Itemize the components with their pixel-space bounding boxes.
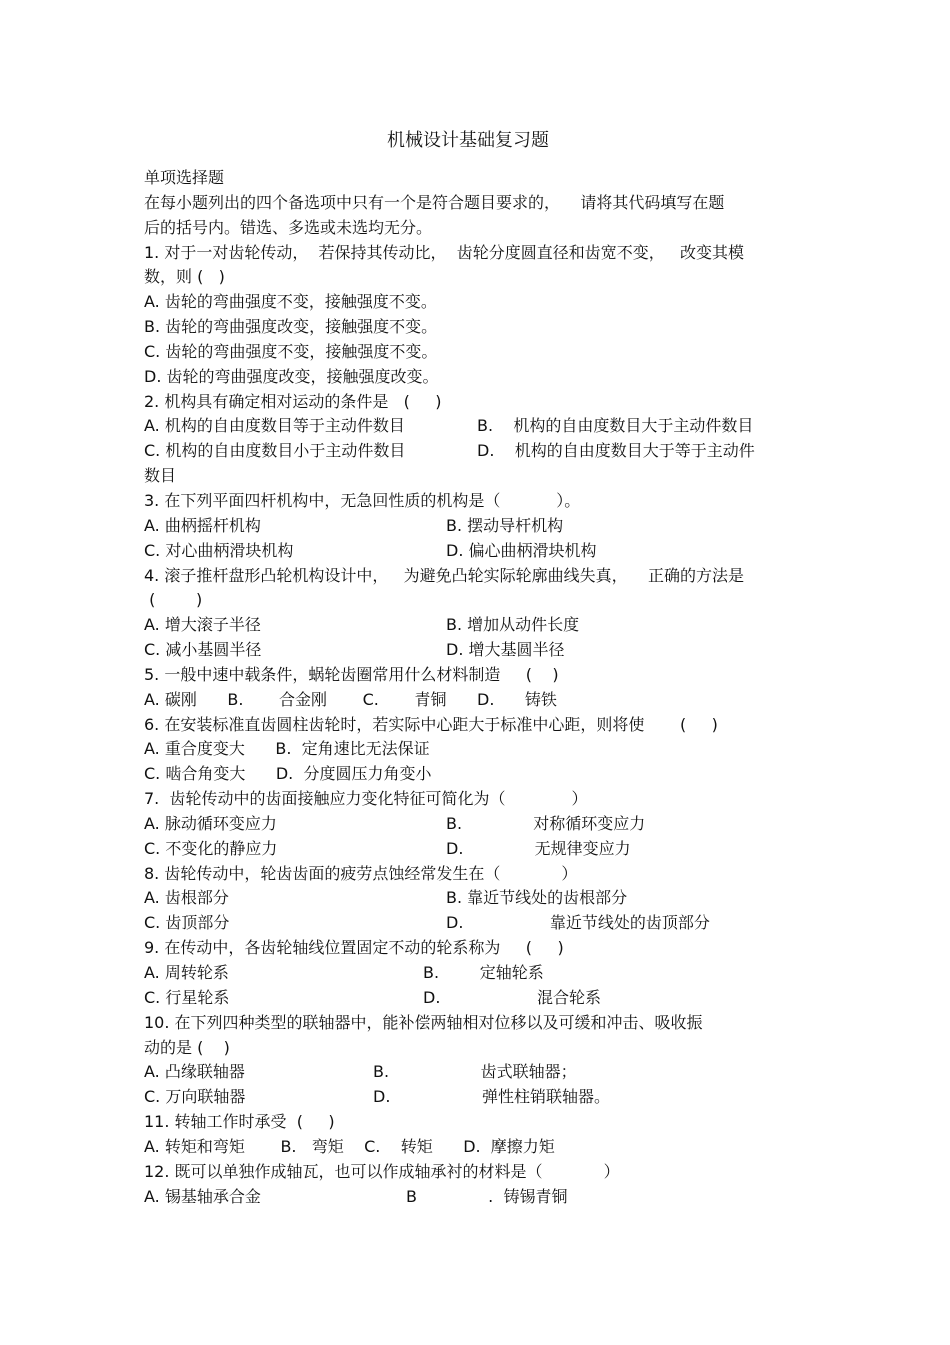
option-text: D. 增大基圆半径	[446, 640, 565, 660]
option-text: B. 齿式联轴器；	[373, 1062, 577, 1082]
question-text: 8. 齿轮传动中，轮齿齿面的疲劳点蚀经常发生在（ ）	[144, 863, 578, 883]
option-text: C. 齿顶部分	[144, 913, 230, 933]
option-text: A. 转矩和弯矩 B. 弯矩 C. 转矩 D. 摩擦力矩	[144, 1136, 555, 1156]
option-text: A. 周转轮系	[144, 963, 229, 982]
option-text: A. 曲柄摇杆机构	[144, 515, 261, 535]
option-text: A. 脉动循环变应力	[144, 813, 277, 833]
option-text: B. 靠近节线处的齿根部分	[446, 888, 628, 908]
option-text: D. 靠近节线处的齿顶部分	[446, 913, 710, 933]
option-row	[144, 1085, 814, 1110]
option-text: A. 锡基轴承合金	[144, 1186, 261, 1206]
option-text: C. 机构的自由度数目小于主动件数目	[144, 441, 406, 461]
option-text: D. 齿轮的弯曲强度改变，接触强度改变。	[144, 366, 439, 386]
question-text: 6. 在安装标准直齿圆柱齿轮时，若实际中心距大于标准中心距，则将使 ( )	[144, 714, 718, 734]
option-row	[144, 315, 814, 340]
option-row	[144, 365, 814, 390]
option-row	[144, 414, 814, 439]
option-text: C. 齿轮的弯曲强度不变，接触强度不变。	[144, 341, 438, 361]
question-text: 2. 机构具有确定相对运动的条件是 ( )	[144, 391, 442, 411]
question-text: 5. 一般中速中载条件，蜗轮齿圈常用什么材料制造 ( )	[144, 664, 559, 684]
option-row	[144, 737, 814, 762]
question-text: 10. 在下列四种类型的联轴器中，能补偿两轴相对位移以及可缓和冲击、吸收振	[144, 1012, 703, 1032]
question-text: 动的是 ( )	[144, 1037, 230, 1057]
option-text: A. 齿根部分	[144, 888, 229, 908]
option-text: D. 弹性柱销联轴器。	[373, 1087, 610, 1107]
option-text: D. 机构的自由度数目大于等于主动件	[477, 441, 755, 461]
option-text: D. 混合轮系	[423, 987, 602, 1007]
option-row	[144, 514, 814, 539]
question-text: 12. 既可以单独作成轴瓦，也可以作成轴承衬的材料是（ ）	[144, 1161, 620, 1181]
question-list	[144, 166, 814, 1209]
option-row	[144, 911, 814, 936]
option-text: B. 定轴轮系	[423, 963, 544, 982]
option-row	[144, 1185, 814, 1210]
question-text: 7. 齿轮传动中的齿面接触应力变化特征可简化为（ ）	[144, 789, 588, 809]
option-row	[144, 439, 814, 464]
option-text: 数目	[144, 466, 177, 486]
option-text: C. 啮合角变大 D. 分度圆压力角变小	[144, 764, 432, 784]
option-row	[144, 1060, 814, 1085]
option-row	[144, 638, 814, 663]
instructions-line: 后的括号内。错选、多选或未选均无分。	[144, 217, 433, 237]
question-text: ( )	[144, 590, 203, 610]
question-text: 9. 在传动中，各齿轮轴线位置固定不动的轮系称为 ( )	[144, 938, 564, 958]
question-text: 3. 在下列平面四杆机构中，无急回性质的机构是（ ）。	[144, 490, 581, 510]
section-heading: 单项选择题	[144, 168, 225, 187]
option-row	[144, 340, 814, 365]
option-row	[144, 986, 814, 1011]
option-row	[144, 961, 814, 986]
option-text: A. 齿轮的弯曲强度不变，接触强度不变。	[144, 292, 437, 312]
option-row	[144, 886, 814, 911]
option-row	[144, 539, 814, 564]
option-row	[144, 1135, 814, 1160]
option-row	[144, 464, 814, 489]
question-text: 11. 转轴工作时承受 ( )	[144, 1112, 335, 1132]
option-text: C. 不变化的静应力	[144, 838, 278, 858]
question-text: 4. 滚子推杆盘形凸轮机构设计中， 为避免凸轮实际轮廓曲线失真， 正确的方法是	[144, 565, 744, 585]
option-text: C. 对心曲柄滑块机构	[144, 540, 294, 560]
option-row	[144, 613, 814, 638]
option-text: C. 万向联轴器	[144, 1087, 246, 1107]
option-text: A. 碳刚 B. 合金刚 C. 青铜 D. 铸铁	[144, 689, 557, 709]
option-text: B . 铸锡青铜	[406, 1186, 568, 1206]
option-text: D. 无规律变应力	[446, 838, 631, 858]
option-text: B. 齿轮的弯曲强度改变，接触强度不变。	[144, 317, 438, 337]
option-row	[144, 762, 814, 787]
option-text: A. 凸缘联轴器	[144, 1062, 245, 1082]
option-text: A. 增大滚子半径	[144, 615, 261, 635]
instructions-line: 在每小题列出的四个备选项中只有一个是符合题目要求的， 请将其代码填写在题	[144, 192, 725, 212]
option-text: B. 摆动导杆机构	[446, 515, 564, 535]
question-text: 数，则 ( )	[144, 267, 225, 287]
option-text: A. 机构的自由度数目等于主动件数目	[144, 416, 405, 436]
option-row	[144, 812, 814, 837]
option-text: B. 对称循环变应力	[446, 813, 646, 833]
option-text: B. 机构的自由度数目大于主动件数目	[477, 416, 754, 436]
option-text: C. 行星轮系	[144, 987, 230, 1007]
question-text: 1. 对于一对齿轮传动， 若保持其传动比， 齿轮分度圆直径和齿宽不变， 改变其模	[144, 242, 744, 262]
option-row	[144, 688, 814, 713]
option-text: A. 重合度变大 B. 定角速比无法保证	[144, 739, 430, 759]
page-title: 机械设计基础复习题	[387, 130, 549, 151]
option-text: C. 减小基圆半径	[144, 640, 262, 660]
option-row	[144, 837, 814, 862]
option-text: B. 增加从动件长度	[446, 615, 580, 635]
option-row	[144, 290, 814, 315]
option-text: D. 偏心曲柄滑块机构	[446, 540, 597, 560]
